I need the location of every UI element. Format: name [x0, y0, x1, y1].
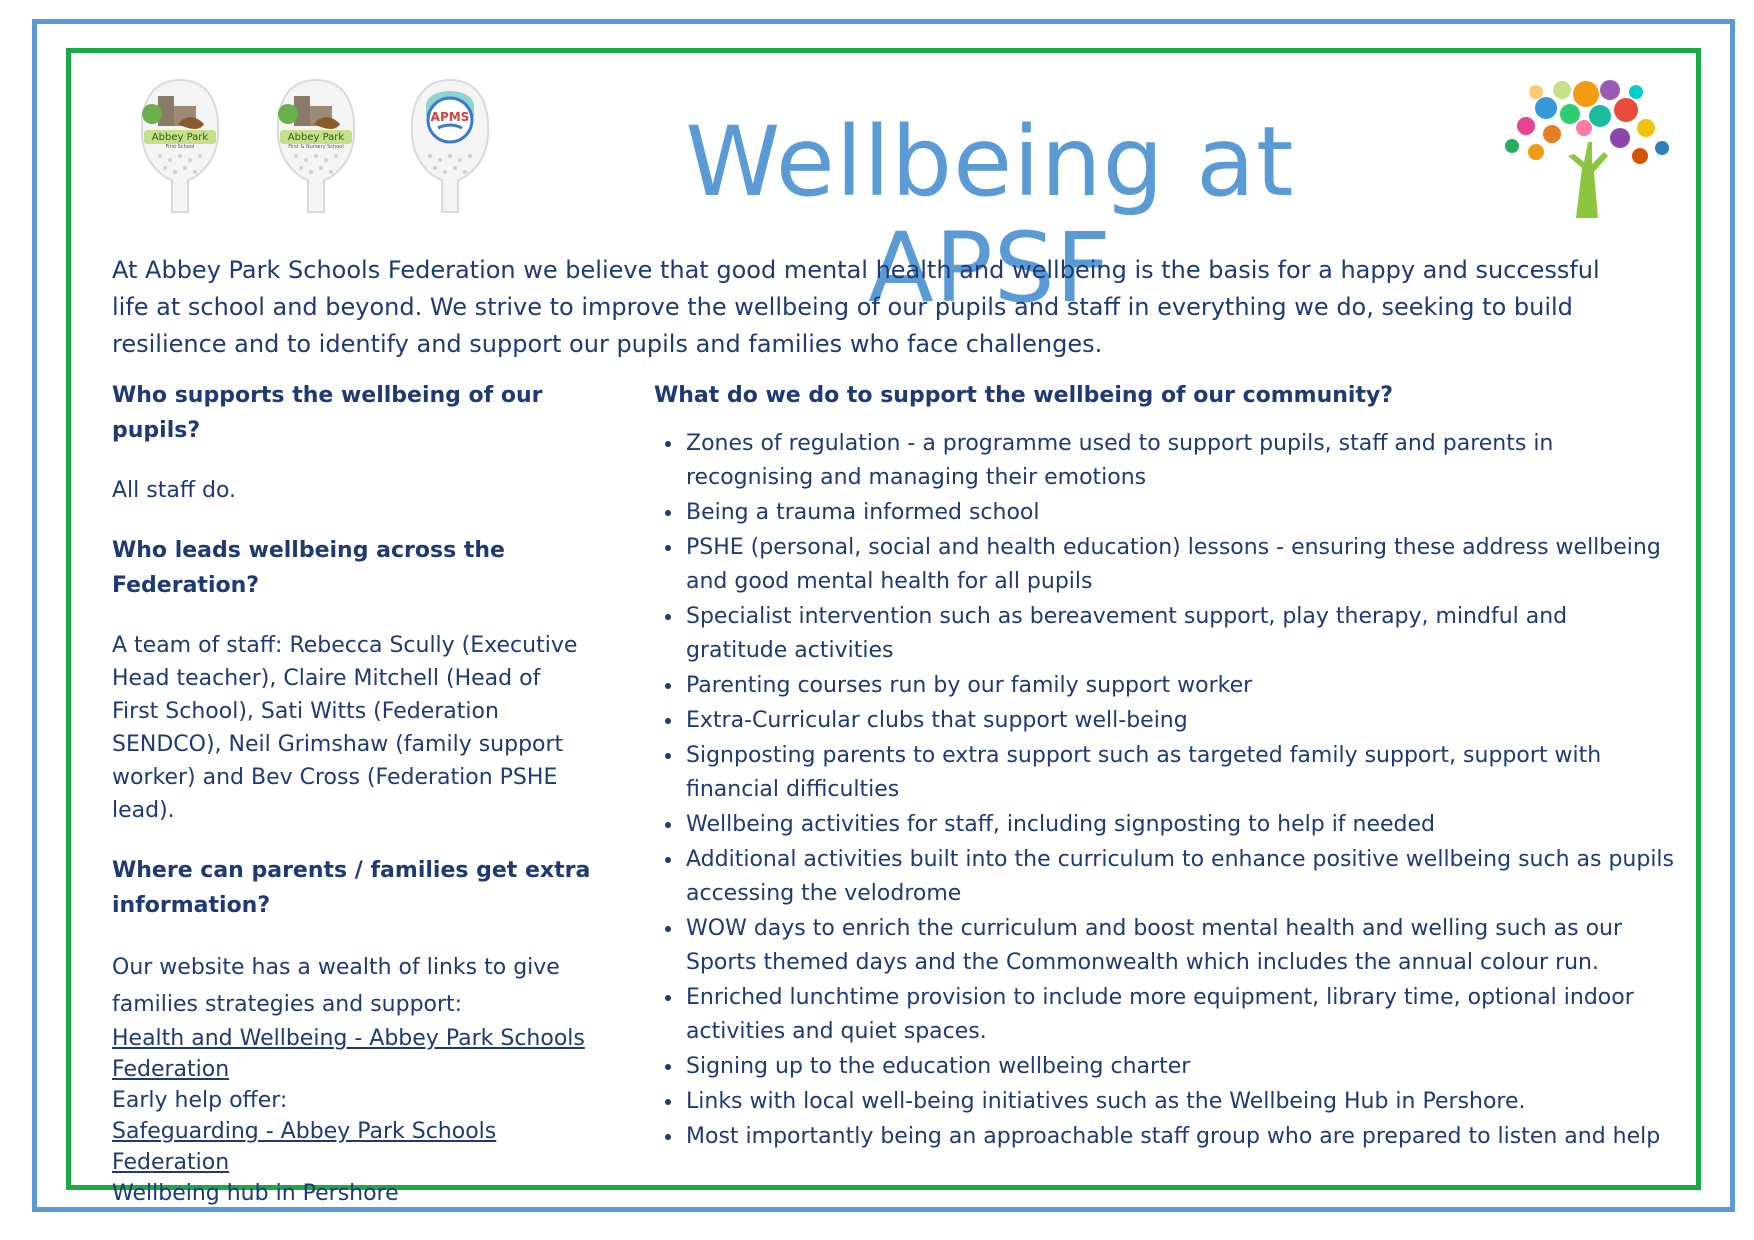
list-item: • Extra-Curricular clubs that support well-being: [684, 704, 1674, 738]
left-column: [112, 378, 592, 1209]
safeguarding-link[interactable]: Safeguarding - Abbey Park Schools Federation: [112, 1119, 497, 1175]
right-column: [654, 378, 1674, 1155]
apms-logo: [400, 76, 500, 216]
logo-2-subtext: First & Nursery School: [288, 144, 344, 150]
question-extra-information: Where can parents / families get extra information?: [112, 858, 591, 918]
logo-1-subtext: First School: [165, 144, 195, 150]
tree-icon: [1496, 72, 1676, 220]
answer-who-supports: All staff do.: [112, 478, 237, 503]
list-item: • WOW days to enrich the curriculum and boost mental health and welling such as our Sports themed days and the Commonwealth which includes the annual colour run.: [684, 912, 1674, 980]
list-item: • Zones of regulation - a programme used to support pupils, staff and parents in recognising and managing their emotions: [684, 427, 1674, 495]
answer-who-leads: A team of staff: Rebecca Scully (Executive Head teacher), Claire Mitchell (Head of First School), Sati Witts (Federation SENDCO), Neil Grimshaw (family support worker) and Bev Cross (Federation PSHE lead).: [112, 633, 578, 823]
early-help-label: Early help offer:: [112, 1088, 288, 1113]
logo-2-text: Abbey Park: [287, 132, 345, 143]
list-item: • Enriched lunchtime provision to include more equipment, library time, optional indoor activities and quiet spaces.: [684, 981, 1674, 1049]
list-item: • Parenting courses run by our family support worker: [684, 669, 1674, 703]
links-section: [112, 949, 592, 1209]
list-item: • Most importantly being an approachable staff group who are prepared to listen and help: [684, 1120, 1674, 1154]
list-item: • Signing up to the education wellbeing charter: [684, 1050, 1674, 1084]
abbey-park-nursery-logo: [266, 76, 366, 216]
website-links-intro: Our website has a wealth of links to give families strategies and support:: [112, 955, 560, 1017]
intro-paragraph: At Abbey Park Schools Federation we believe that good mental health and wellbeing is the basis for a happy and successful life at school and beyond. We strive to improve the wellbeing of our pupils and staff in everything we do, seeking to build resilience and to identify and support our pupils and families who face challenges.: [112, 256, 1600, 358]
list-item: • Signposting parents to extra support such as targeted family support, support with financial difficulties: [684, 739, 1674, 807]
list-item: • Specialist intervention such as bereavement support, play therapy, mindful and gratitude activities: [684, 600, 1674, 668]
list-item: • Being a trauma informed school: [684, 496, 1674, 530]
page-title: Wellbeing at APSF: [685, 106, 1295, 324]
list-item: • Wellbeing activities for staff, including signposting to help if needed: [684, 808, 1674, 842]
question-who-supports: Who supports the wellbeing of our pupils?: [112, 383, 543, 443]
logo-3-text: APMS: [430, 110, 470, 124]
support-list: [654, 427, 1674, 1154]
list-item: • Links with local well-being initiatives such as the Wellbeing Hub in Pershore.: [684, 1085, 1674, 1119]
list-item: • Additional activities built into the curriculum to enhance positive wellbeing such as pupils accessing the velodrome: [684, 843, 1674, 911]
health-wellbeing-link[interactable]: Health and Wellbeing - Abbey Park Schools Federation: [112, 1026, 585, 1082]
wellbeing-hub-text: Wellbeing hub in Pershore: [112, 1181, 399, 1206]
question-who-leads: Who leads wellbeing across the Federation?: [112, 538, 505, 598]
list-item: • PSHE (personal, social and health education) lessons - ensuring these address wellbeing and good mental health for all pupils: [684, 531, 1674, 599]
community-support-heading: What do we do to support the wellbeing of our community?: [654, 383, 1394, 408]
logo-1-text: Abbey Park: [151, 132, 209, 143]
abbey-park-first-school-logo: [130, 76, 230, 216]
